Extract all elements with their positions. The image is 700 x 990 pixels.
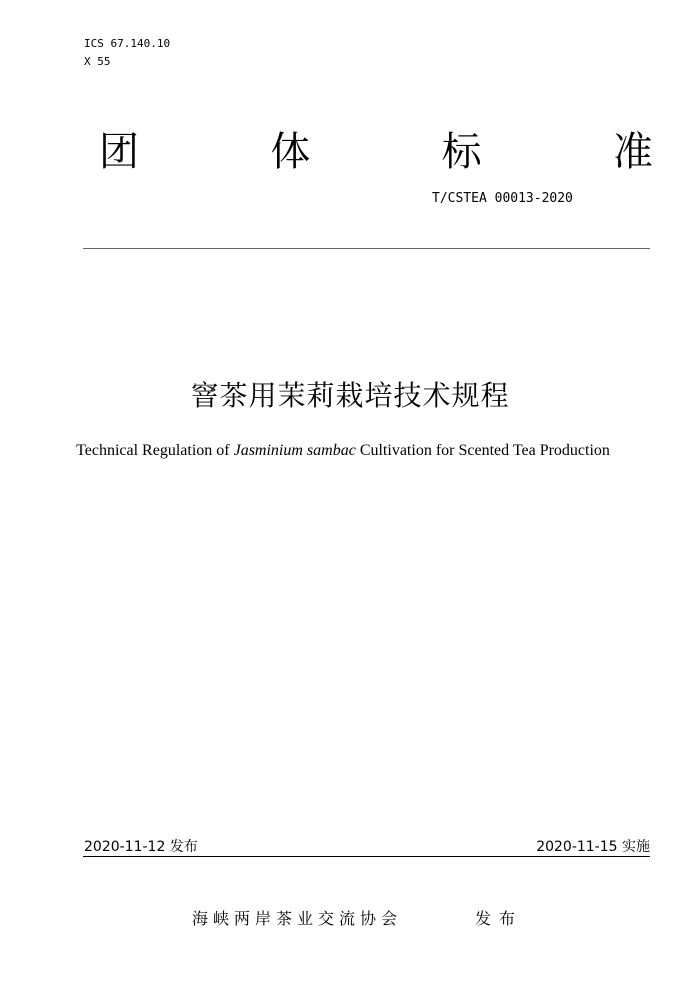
publisher-organization: 海峡两岸茶业交流协会 [192, 909, 403, 928]
implementation-date: 2020-11-15 实施 [536, 839, 650, 855]
standard-type-char-3: 标 [441, 129, 482, 175]
publish-date: 2020-11-12 发布 [84, 839, 198, 855]
classification-code: X 55 [84, 55, 111, 68]
bottom-divider [83, 856, 650, 857]
standard-number: T/CSTEA 00013-2020 [432, 191, 573, 206]
standard-type-char-4: 准 [612, 129, 653, 175]
ics-code: ICS 67.140.10 [84, 37, 171, 50]
publish-label: 发布 [475, 909, 524, 928]
standard-type-heading [96, 128, 656, 176]
standard-type-char-2: 体 [270, 129, 311, 175]
english-title-suffix: Cultivation for Scented Tea Production [355, 442, 610, 459]
document-title-chinese: 窨茶用茉莉栽培技术规程 [190, 379, 510, 412]
standard-type-char-1: 团 [99, 129, 139, 175]
document-title-english [0, 441, 686, 461]
english-title-species: Jasminium sambac [233, 442, 356, 459]
top-divider [83, 248, 650, 249]
english-title-prefix: Technical Regulation of [76, 442, 234, 459]
